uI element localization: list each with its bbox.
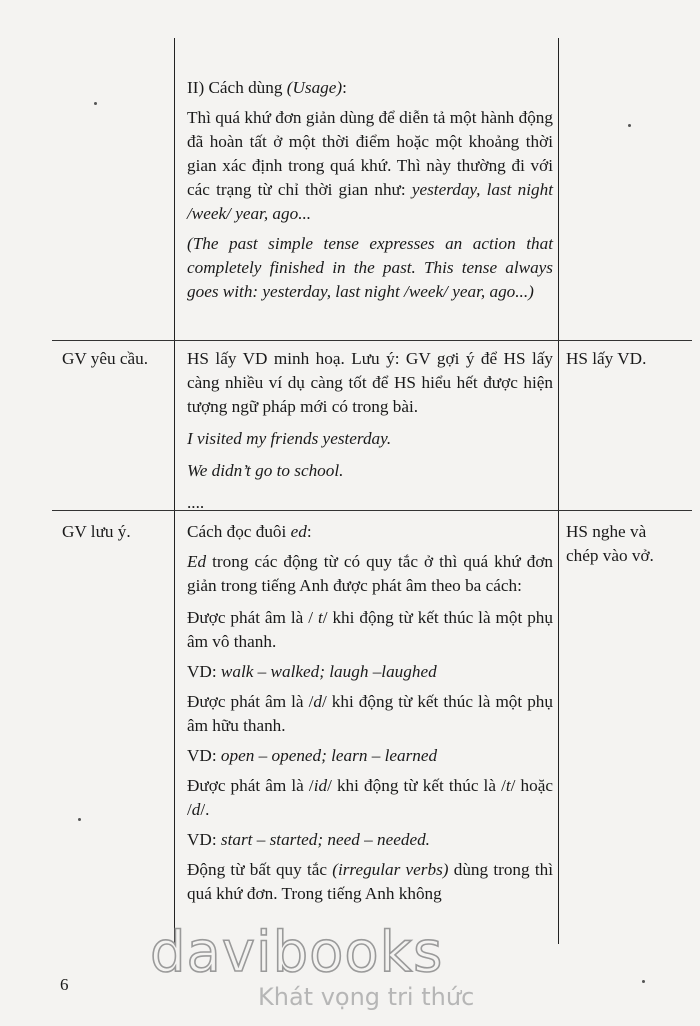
ed-example-t: VD: walk – walked; laugh –laughed (187, 662, 437, 681)
example-cell (187, 347, 553, 523)
ed-example-id: VD: start – started; need – needed. (187, 830, 430, 849)
scan-speck (628, 124, 631, 127)
usage-cell (187, 76, 553, 312)
scan-speck (94, 102, 97, 105)
teacher-request-cell: GV yêu cầu. (62, 349, 149, 368)
example-ellipsis: .... (187, 493, 205, 512)
watermark-brand: davibooks (150, 920, 444, 985)
teacher-note-cell: GV lưu ý. (62, 522, 131, 541)
irregular-verbs-paragraph: Động từ bất quy tắc (irregular verbs) dùng trong thì quá khứ đơn. Trong tiếng Anh không (187, 860, 553, 903)
scan-speck (78, 818, 81, 821)
ed-title: Cách đọc đuôi ed: (187, 522, 312, 541)
ed-rule-t: Được phát âm là / t/ khi động từ kết thúc là một phụ âm vô thanh. (187, 608, 553, 651)
table-border-left (174, 38, 175, 944)
usage-paragraph-en: (The past simple tense expresses an action that completely finished in the past. This tense always goes with: yesterday, last night /week/ year, ago...) (187, 234, 553, 301)
page-number: 6 (60, 975, 69, 994)
ed-rule-d: Được phát âm là /d/ khi động từ kết thúc là một phụ âm hữu thanh. (187, 692, 553, 735)
usage-paragraph-vi: Thì quá khứ đơn giản dùng để diễn tả một hành động đã hoàn tất ở một thời điểm hoặc một khoảng thời gian xác định trong quá khứ. Thì này thường đi với các trạng từ chỉ thời gian như: yesterday, last night /week/ year, ago... (187, 108, 553, 223)
ed-pronunciation-cell (187, 520, 553, 914)
example-sentence-1: I visited my friends yesterday. (187, 429, 392, 448)
table-border-middle (558, 38, 559, 944)
student-listen-cell: HS nghe và chép vào vở. (566, 522, 654, 565)
row-divider-1 (52, 340, 692, 341)
student-example-cell: HS lấy VD. (566, 349, 647, 368)
ed-intro: Ed trong các động từ có quy tắc ở thì quá khứ đơn giản trong tiếng Anh được phát âm theo ba cách: (187, 552, 553, 595)
example-instruction: HS lấy VD minh hoạ. Lưu ý: GV gợi ý để HS lấy càng nhiều ví dụ càng tốt để HS hiểu hết được hiện tượng ngữ pháp mới có trong bài. (187, 349, 553, 416)
usage-heading: II) Cách dùng (Usage): (187, 78, 347, 97)
watermark-slogan: Khát vọng tri thức (258, 983, 475, 1011)
ed-rule-id: Được phát âm là /id/ khi động từ kết thúc là /t/ hoặc /d/. (187, 776, 553, 819)
ed-example-d: VD: open – opened; learn – learned (187, 746, 438, 765)
scan-speck (642, 980, 645, 983)
example-sentence-2: We didn’t go to school. (187, 461, 344, 480)
